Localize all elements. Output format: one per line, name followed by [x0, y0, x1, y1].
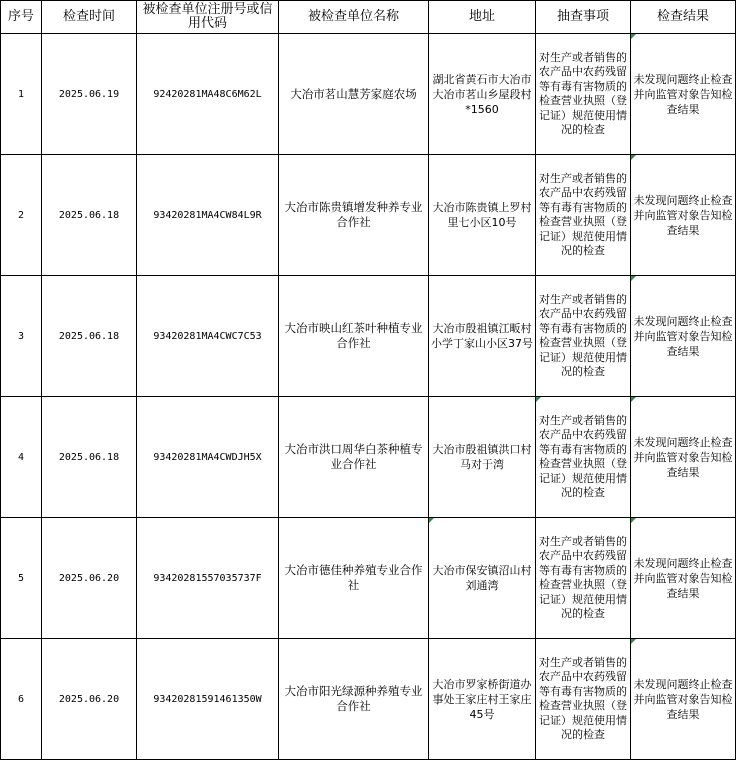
cell-code: 934202815570357З7F: [137, 518, 279, 639]
cell-name: 大冶市洪口周华白茶种植专业合作社: [279, 397, 429, 518]
table-row: [1, 397, 736, 518]
cell-address: 大冶市罗家桥街道办事处王家庄村王家庄45号: [429, 639, 536, 760]
cell-name: 大冶市茗山慧芳家庭农场: [279, 34, 429, 155]
cell-code: 93420281591461350W: [137, 639, 279, 760]
cell-no: 1: [1, 34, 42, 155]
cell-code: 93420281MA4CWC7C53: [137, 276, 279, 397]
cell-result: 未发现问题终止检查并向监管对象告知检查结果: [631, 397, 736, 518]
cell-no: 3: [1, 276, 42, 397]
cell-address: 大冶市殷祖镇江畈村小学丁家山小区37号: [429, 276, 536, 397]
cell-item: 对生产或者销售的农产品中农药残留等有毒有害物质的检查营业执照（登记证）规范使用情况的检查: [536, 276, 631, 397]
cell-address: 大冶市保安镇沼山村刘通湾: [429, 518, 536, 639]
cell-item: 对生产或者销售的农产品中农药残留等有毒有害物质的检查营业执照（登记证）规范使用情况的检查: [536, 155, 631, 276]
header-address: 地址: [429, 1, 536, 34]
cell-result: 未发现问题终止检查并向监管对象告知检查结果: [631, 155, 736, 276]
table-row: [1, 639, 736, 760]
cell-result: 未发现问题终止检查并向监管对象告知检查结果: [631, 276, 736, 397]
cell-date: 2025.06.18: [42, 155, 137, 276]
header-no: 序号: [1, 1, 42, 34]
header-date: 检查时间: [42, 1, 137, 34]
cell-name: 大冶市德佳种养殖专业合作社: [279, 518, 429, 639]
header-result: 检查结果: [631, 1, 736, 34]
cell-name: 大冶市阳光绿源种养殖专业合作社: [279, 639, 429, 760]
cell-date: 2025.06.18: [42, 397, 137, 518]
header-row: [1, 1, 736, 34]
cell-no: 5: [1, 518, 42, 639]
cell-result: 未发现问题终止检查并向监管对象告知检查结果: [631, 34, 736, 155]
cell-item: 对生产或者销售的农产品中农药残留等有毒有害物质的检查营业执照（登记证）规范使用情况的检查: [536, 34, 631, 155]
header-code: 被检查单位注册号或信用代码: [137, 1, 279, 34]
cell-date: 2025.06.20: [42, 639, 137, 760]
header-name: 被检查单位名称: [279, 1, 429, 34]
cell-name: 大冶市映山红茶叶种植专业合作社: [279, 276, 429, 397]
cell-name: 大冶市陈贵镇增发种养专业合作社: [279, 155, 429, 276]
cell-result: 未发现问题终止检查并向监管对象告知检查结果: [631, 518, 736, 639]
cell-date: 2025.06.20: [42, 518, 137, 639]
table-row: [1, 518, 736, 639]
cell-result: 未发现问题终止检查并向监管对象告知检查结果: [631, 639, 736, 760]
cell-address: 湖北省黄石市大冶市大冶市茗山乡屋段村*1560: [429, 34, 536, 155]
cell-date: 2025.06.18: [42, 276, 137, 397]
cell-code: 93420281MA4CWDJH5X: [137, 397, 279, 518]
table-row: [1, 155, 736, 276]
cell-item: 对生产或者销售的农产品中农药残留等有毒有害物质的检查营业执照（登记证）规范使用情况的检查: [536, 397, 631, 518]
cell-item: 对生产或者销售的农产品中农药残留等有毒有害物质的检查营业执照（登记证）规范使用情况的检查: [536, 518, 631, 639]
cell-address: 大冶市殷祖镇洪口村马对于湾: [429, 397, 536, 518]
header-item: 抽查事项: [536, 1, 631, 34]
cell-date: 2025.06.19: [42, 34, 137, 155]
table-row: [1, 34, 736, 155]
cell-item: 对生产或者销售的农产品中农药残留等有毒有害物质的检查营业执照（登记证）规范使用情况的检查: [536, 639, 631, 760]
cell-no: 4: [1, 397, 42, 518]
cell-code: 93420281MA4CW84L9R: [137, 155, 279, 276]
cell-code: 92420281MA48C6M62L: [137, 34, 279, 155]
table-row: [1, 276, 736, 397]
cell-no: 2: [1, 155, 42, 276]
cell-address: 大冶市陈贵镇上罗村里七小区10号: [429, 155, 536, 276]
cell-no: 6: [1, 639, 42, 760]
